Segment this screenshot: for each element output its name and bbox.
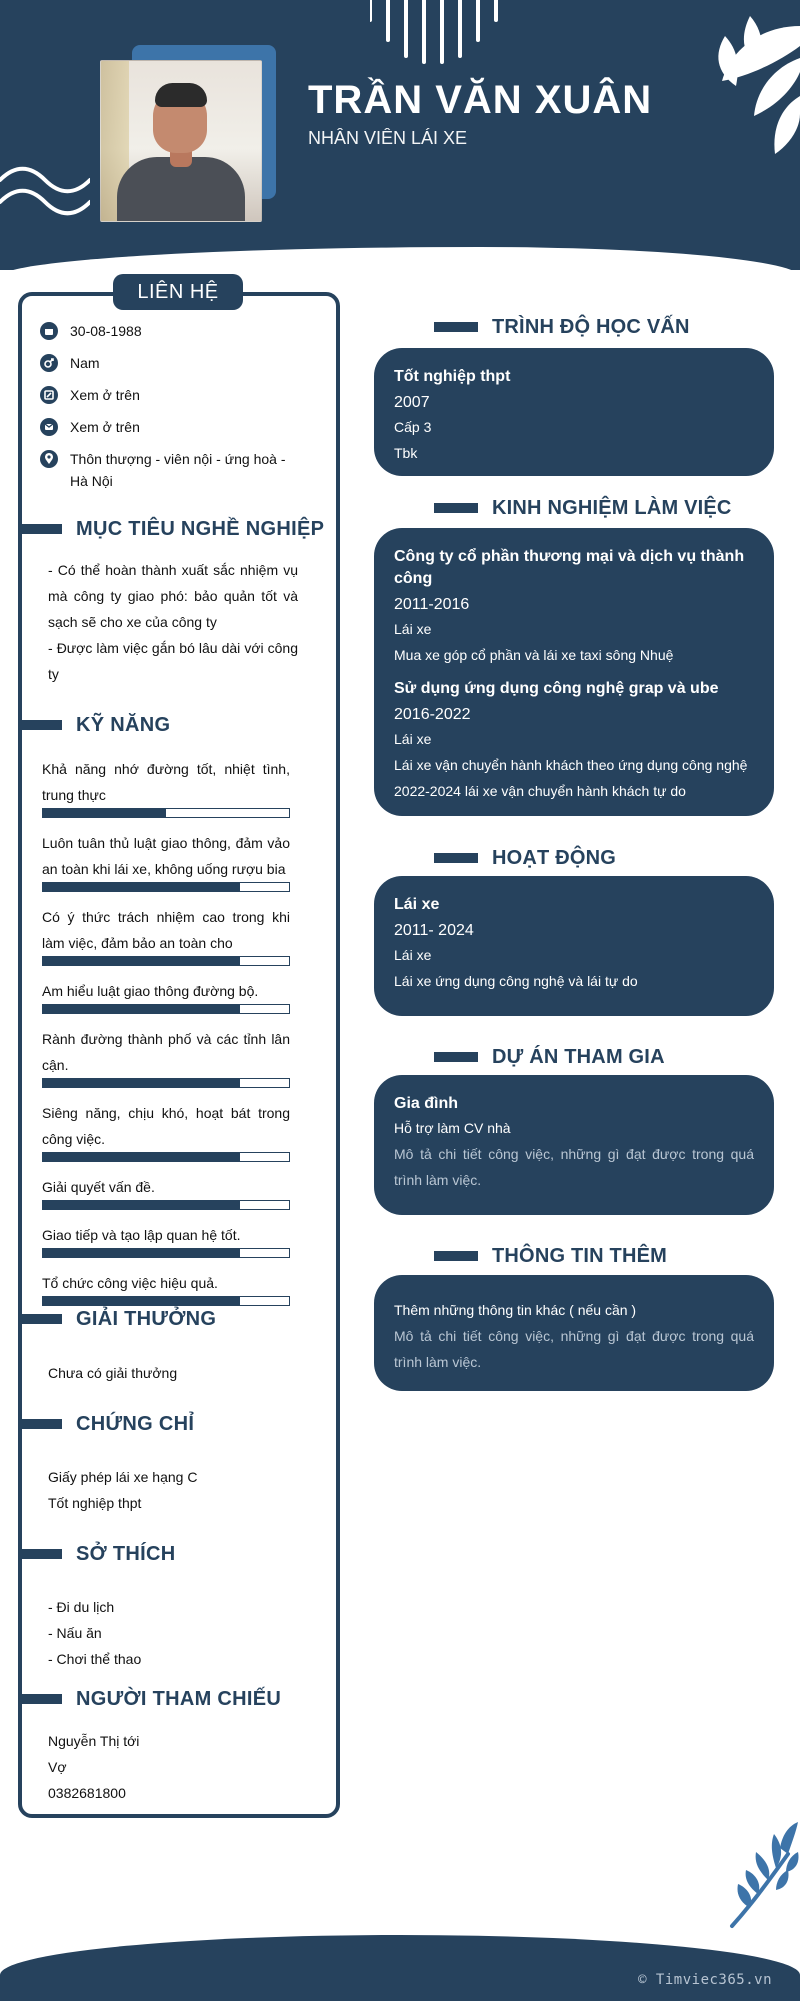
- skill-item: [42, 830, 290, 892]
- section-education: [434, 314, 690, 340]
- section-bar: [22, 524, 62, 534]
- section-title: THÔNG TIN THÊM: [492, 1244, 668, 1267]
- profile-photo: [100, 60, 262, 222]
- section-projects: [434, 1044, 665, 1070]
- section-objective: [22, 516, 332, 542]
- waves-decoration-icon: [0, 160, 90, 230]
- contact-row-gender: [40, 352, 310, 374]
- experience-period: 2011-2016: [394, 596, 470, 613]
- activities-card: [374, 876, 774, 1016]
- skill-bar: [42, 808, 290, 818]
- skill-label: Siêng năng, chịu khó, hoạt bát trong công việc.: [42, 1105, 290, 1147]
- reference-line: Nguyễn Thị tới: [48, 1733, 140, 1749]
- section-title: KINH NGHIỆM LÀM VIỆC: [492, 496, 732, 519]
- experience-desc: 2022-2024 lái xe vận chuyển hành khách tự do: [394, 783, 686, 799]
- experience-desc: Mua xe góp cổ phần và lái xe taxi sông Nhuệ: [394, 647, 674, 663]
- skill-bar: [42, 956, 290, 966]
- certificate-item: Tốt nghiệp thpt: [48, 1495, 142, 1511]
- section-certificates: [22, 1411, 332, 1437]
- section-title: KỸ NĂNG: [76, 713, 171, 736]
- contact-dob: 30-08-1988: [70, 323, 142, 339]
- skill-bar-fill: [43, 1297, 240, 1305]
- section-references: [22, 1686, 332, 1712]
- skill-item: [42, 1100, 290, 1162]
- contact-list: [40, 320, 310, 502]
- project-role: Hỗ trợ làm CV nhà: [394, 1120, 511, 1136]
- calendar-icon: [40, 322, 58, 340]
- section-title: MỤC TIÊU NGHỀ NGHIỆP: [76, 517, 325, 540]
- experience-company: Sử dụng ứng dụng công nghệ grap và ube: [394, 680, 719, 697]
- skill-bar: [42, 882, 290, 892]
- skill-bar: [42, 1004, 290, 1014]
- objective-line: - Có thể hoàn thành xuất sắc nhiệm vụ mà công ty giao phó: bảo quản tốt và sạch sẽ cho xe của công ty: [48, 562, 298, 630]
- section-experience: [434, 495, 732, 521]
- certificates-text: [48, 1464, 298, 1516]
- activity-title: Lái xe: [394, 896, 440, 913]
- header-stripes-decoration: [370, 0, 520, 70]
- certificate-item: Giấy phép lái xe hạng C: [48, 1469, 198, 1485]
- contact-phone: Xem ở trên: [70, 387, 140, 403]
- footer-watermark: © Timviec365.vn: [638, 1972, 772, 1988]
- education-title: Tốt nghiệp thpt: [394, 368, 511, 385]
- section-hobbies: [22, 1541, 332, 1567]
- phone-icon: [40, 386, 58, 404]
- contact-row-address: [40, 448, 310, 492]
- skill-bar-fill: [43, 883, 240, 891]
- activity-desc: Lái xe ứng dụng công nghệ và lái tự do: [394, 973, 638, 989]
- education-year: 2007: [394, 394, 430, 411]
- reference-line: Vợ: [48, 1759, 67, 1775]
- skill-bar: [42, 1152, 290, 1162]
- skill-item: [42, 978, 290, 1014]
- section-bar: [434, 322, 478, 332]
- activity-role: Lái xe: [394, 947, 432, 963]
- email-icon: [40, 418, 58, 436]
- header: [0, 0, 800, 270]
- photo-hair: [155, 83, 207, 107]
- experience-role: Lái xe: [394, 731, 432, 747]
- contact-pill: [113, 274, 243, 310]
- section-more-info: [434, 1243, 667, 1269]
- skill-label: Luôn tuân thủ luật giao thông, đảm vảo an toàn khi lái xe, không uống rượu bia: [42, 835, 290, 877]
- skill-bar: [42, 1248, 290, 1258]
- skill-item: [42, 1026, 290, 1088]
- activity-period: 2011- 2024: [394, 922, 474, 939]
- header-bottom-wave: [0, 247, 800, 270]
- contact-email: Xem ở trên: [70, 419, 140, 435]
- skill-bar: [42, 1200, 290, 1210]
- contact-address: Thôn thượng - viên nội - ứng hoà - Hà Nội: [70, 451, 286, 489]
- hobbies-text: [48, 1594, 298, 1672]
- hobby-item: - Chơi thể thao: [48, 1651, 142, 1667]
- skill-item: [42, 1222, 290, 1258]
- section-title: NGƯỜI THAM CHIẾU: [76, 1687, 282, 1710]
- skill-item: [42, 1174, 290, 1210]
- section-title: GIẢI THƯỞNG: [76, 1307, 217, 1330]
- skill-item: [42, 904, 290, 966]
- skill-bar-fill: [43, 1201, 240, 1209]
- contact-row-dob: [40, 320, 310, 342]
- more-info-card: [374, 1275, 774, 1391]
- section-title: DỰ ÁN THAM GIA: [492, 1045, 665, 1068]
- skill-item: [42, 1270, 290, 1306]
- projects-card: [374, 1075, 774, 1215]
- experience-card: [374, 528, 774, 816]
- section-awards: [22, 1306, 332, 1332]
- skill-bar-fill: [43, 809, 166, 817]
- skill-bar-fill: [43, 1249, 240, 1257]
- skill-bar: [42, 1296, 290, 1306]
- contact-row-phone: [40, 384, 310, 406]
- experience-role: Lái xe: [394, 621, 432, 637]
- project-title: Gia đình: [394, 1095, 458, 1112]
- footer-band: [0, 1935, 800, 2001]
- location-icon: [40, 450, 58, 468]
- skill-label: Có ý thức trách nhiệm cao trong khi làm việc, đảm bảo an toàn cho: [42, 909, 290, 951]
- candidate-name: TRẦN VĂN XUÂN: [308, 78, 653, 122]
- section-bar: [22, 1419, 62, 1429]
- section-bar: [22, 1549, 62, 1559]
- section-title: HOẠT ĐỘNG: [492, 846, 617, 869]
- references-text: [48, 1728, 298, 1806]
- section-bar: [22, 720, 62, 730]
- skill-bar-fill: [43, 1005, 240, 1013]
- section-skills: [22, 712, 332, 738]
- hobby-item: - Đi du lịch: [48, 1599, 115, 1615]
- experience-period: 2016-2022: [394, 706, 471, 723]
- section-bar: [22, 1314, 62, 1324]
- hobby-item: - Nấu ăn: [48, 1625, 102, 1641]
- reference-line: 0382681800: [48, 1785, 126, 1801]
- gender-icon: [40, 354, 58, 372]
- experience-company: Công ty cổ phần thương mại và dịch vụ thành công: [394, 548, 745, 587]
- section-title: CHỨNG CHỈ: [76, 1412, 195, 1435]
- leaf-decoration-icon: [710, 1816, 800, 1936]
- section-bar: [434, 1251, 478, 1261]
- section-bar: [434, 503, 478, 513]
- skill-bar: [42, 1078, 290, 1088]
- skill-label: Am hiểu luật giao thông đường bộ.: [42, 983, 259, 999]
- section-bar: [434, 853, 478, 863]
- objective-text: [48, 557, 298, 687]
- education-card: [374, 348, 774, 476]
- section-activities: [434, 845, 616, 871]
- awards-text: Chưa có giải thưởng: [48, 1365, 178, 1381]
- candidate-job-title: NHÂN VIÊN LÁI XE: [308, 128, 468, 148]
- section-bar: [434, 1052, 478, 1062]
- contact-gender: Nam: [70, 355, 100, 371]
- skill-label: Rành đường thành phố và các tỉnh lân cận.: [42, 1031, 290, 1073]
- more-info-desc: Mô tả chi tiết công việc, những gì đạt được trong quá trình làm việc.: [394, 1328, 754, 1370]
- skill-bar-fill: [43, 1079, 240, 1087]
- experience-desc: Lái xe vận chuyển hành khách theo ứng dụng công nghệ: [394, 757, 748, 773]
- section-bar: [22, 1694, 62, 1704]
- skill-bar-fill: [43, 1153, 240, 1161]
- skill-item: [42, 756, 290, 818]
- more-info-line: Thêm những thông tin khác ( nếu cần ): [394, 1302, 637, 1318]
- skill-label: Tổ chức công việc hiệu quả.: [42, 1275, 218, 1291]
- section-title: TRÌNH ĐỘ HỌC VẤN: [492, 315, 690, 338]
- education-line: Cấp 3: [394, 419, 432, 435]
- skill-bar-fill: [43, 957, 240, 965]
- section-title: SỞ THÍCH: [76, 1542, 176, 1565]
- contact-title: LIÊN HỆ: [137, 280, 219, 303]
- contact-row-email: [40, 416, 310, 438]
- objective-line: - Được làm việc gắn bó lâu dài với công ty: [48, 640, 298, 682]
- skills-list: [42, 756, 290, 1318]
- skill-label: Khả năng nhớ đường tốt, nhiệt tình, trung thực: [42, 761, 290, 803]
- education-line: Tbk: [394, 445, 418, 461]
- skill-label: Giải quyết vấn đề.: [42, 1179, 155, 1195]
- project-desc: Mô tả chi tiết công việc, những gì đạt được trong quá trình làm việc.: [394, 1146, 754, 1188]
- skill-label: Giao tiếp và tạo lập quan hệ tốt.: [42, 1227, 241, 1243]
